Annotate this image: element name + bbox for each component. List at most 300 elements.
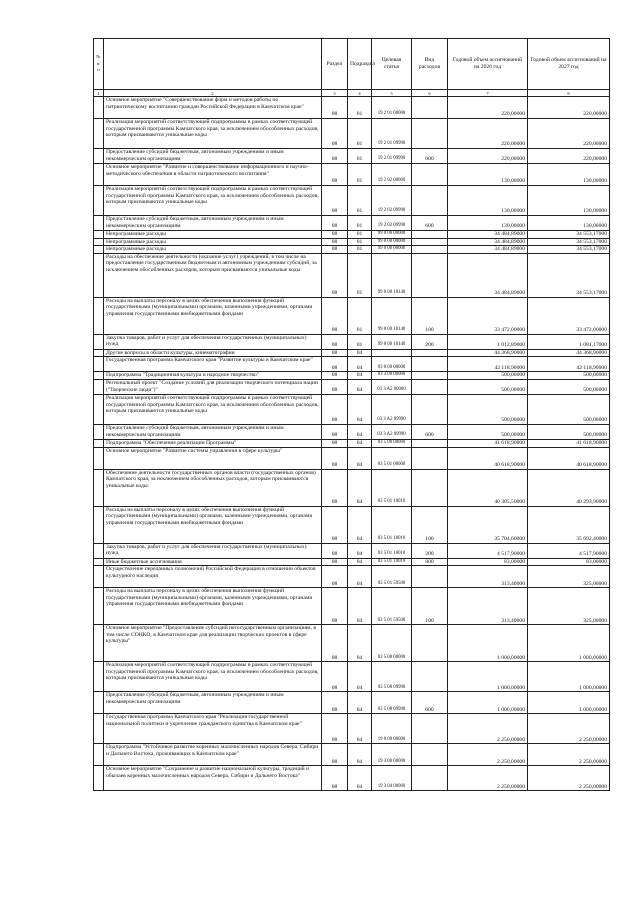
cell-num (94, 714, 104, 744)
cell-2026: 500,00000 (448, 379, 528, 394)
table-row (94, 558, 610, 566)
cell-razdel: 08 (322, 164, 348, 186)
cell-podrazdel: 04 (348, 625, 372, 662)
cell-2026: 44 368,90000 (448, 349, 528, 357)
table-row (94, 766, 610, 791)
cell-razdel: 08 (322, 506, 348, 543)
cell-num (94, 379, 104, 394)
cell-target: 03 5 08 00000 (372, 625, 412, 662)
cell-target: 03 5 01 00000 (372, 447, 412, 469)
cell-vid (412, 164, 448, 186)
cell-target: 99 0 00 00000 (372, 231, 412, 239)
cell-2026: 34 484,89000 (448, 238, 528, 246)
table-row (94, 149, 610, 164)
cell-vid (412, 379, 448, 394)
cell-num (94, 469, 104, 506)
cell-target: 03 0 00 00000 (372, 357, 412, 372)
cell-2027: 130,00000 (528, 186, 610, 216)
cell-razdel: 08 (322, 253, 348, 297)
cell-name: Предоставление субсидий бюджетным, автономным учреждениям и иным некоммерческим организациям (104, 216, 322, 231)
cell-num (94, 372, 104, 380)
cell-podrazdel: 01 (348, 97, 372, 119)
cell-2026: 1 000,00000 (448, 625, 528, 662)
cell-podrazdel: 01 (348, 186, 372, 216)
cell-name: Предоставление субсидий бюджетным, автономным учреждениям и иным некоммерческим организациям (104, 424, 322, 439)
cell-target: 19 2 02 00000 (372, 164, 412, 186)
cell-num (94, 394, 104, 424)
column-number: 8 (528, 90, 610, 97)
table-row (94, 231, 610, 239)
cell-vid (412, 253, 448, 297)
header-num: № п/п (94, 39, 104, 90)
table-row (94, 119, 610, 149)
cell-podrazdel: 04 (348, 424, 372, 439)
cell-2026: 34 484,89000 (448, 231, 528, 239)
cell-name: Предоставление субсидий бюджетным, автономным учреждениям и иным некоммерческим организациям (104, 692, 322, 714)
cell-razdel: 08 (322, 566, 348, 588)
cell-name: Основное мероприятие "Предоставление субсидий негосударственным организациям, в том числе СОНКО, в Камчатском крае для реализации творческих проектов в сфере культуры" (104, 625, 322, 662)
cell-podrazdel: 01 (348, 297, 372, 334)
cell-razdel: 08 (322, 231, 348, 239)
cell-2027: 4 517,90000 (528, 543, 610, 558)
cell-name: Подпрограмма "Устойчивое развитие коренных малочисленных народов Севера, Сибири и Дальнего Востока, проживающих в Камчатском крае" (104, 744, 322, 766)
cell-name: Основное мероприятие "Сохранение и развитие национальной культуры, традиций и обычаев коренных малочисленных народов Севера, Сибири и Дальнего Востока" (104, 766, 322, 791)
cell-name: Осуществление переданных полномочий Российской Федерации в отношении объектов культурного наследия (104, 566, 322, 588)
cell-num (94, 744, 104, 766)
cell-razdel: 08 (322, 297, 348, 334)
cell-target: 03 5 01 10010 (372, 469, 412, 506)
cell-podrazdel: 01 (348, 216, 372, 231)
cell-name: Непрограммные расходы (104, 238, 322, 246)
cell-razdel: 08 (322, 394, 348, 424)
cell-2027: 40 618,90000 (528, 447, 610, 469)
cell-2027: 325,00000 (528, 566, 610, 588)
header-2026: Годовой объем ассигнований на 2026 год (448, 39, 528, 90)
cell-podrazdel: 04 (348, 543, 372, 558)
cell-2026: 41 618,90000 (448, 439, 528, 447)
cell-podrazdel: 04 (348, 379, 372, 394)
table-row (94, 662, 610, 692)
cell-2027: 34 553,17000 (528, 253, 610, 297)
cell-podrazdel: 01 (348, 119, 372, 149)
cell-name: Реализация мероприятий соответствующей подпрограммы в рамках соответствующей государственной программы Камчатского края, за исключением обособленных расходов, которым присваиваются уникальные коды (104, 119, 322, 149)
cell-2026: 313,40000 (448, 588, 528, 625)
cell-2027: 1 000,00000 (528, 692, 610, 714)
cell-num (94, 543, 104, 558)
column-number: 6 (412, 90, 448, 97)
cell-name: Государственная программа Камчатского края "Развитие культуры в Камчатском крае" (104, 357, 322, 372)
table-row (94, 379, 610, 394)
cell-podrazdel: 04 (348, 662, 372, 692)
cell-target (372, 349, 412, 357)
cell-podrazdel: 04 (348, 558, 372, 566)
cell-razdel: 08 (322, 558, 348, 566)
header-name (104, 39, 322, 90)
cell-2026: 34 484,89000 (448, 246, 528, 254)
cell-2027: 130,00000 (528, 216, 610, 231)
cell-num (94, 588, 104, 625)
cell-podrazdel: 04 (348, 506, 372, 543)
cell-2027: 500,00000 (528, 372, 610, 380)
cell-name: Расходы на выплаты персоналу в целях обеспечения выполнения функций государственными (муниципальными) органами, казенными учреждениями, органами управления государственными внебюджетными фондами (104, 588, 322, 625)
cell-target: 19 2 01 09990 (372, 119, 412, 149)
cell-target: 03 3 A2 09990 (372, 394, 412, 424)
cell-razdel: 08 (322, 149, 348, 164)
cell-podrazdel: 04 (348, 566, 372, 588)
cell-target: 03 3 A2 09990 (372, 424, 412, 439)
cell-target: 19 2 01 00000 (372, 97, 412, 119)
header-target: Целевая статья (372, 39, 412, 90)
cell-target: 19 2 02 09990 (372, 216, 412, 231)
table-row (94, 424, 610, 439)
cell-vid: 200 (412, 334, 448, 349)
table-row (94, 164, 610, 186)
cell-num (94, 297, 104, 334)
cell-name: Государственная программа Камчатского края "Реализация государственной национальной политики и укрепление гражданского единства в Камчатском крае" (104, 714, 322, 744)
cell-razdel: 08 (322, 97, 348, 119)
cell-num (94, 186, 104, 216)
cell-name: Непрограммные расходы (104, 246, 322, 254)
cell-2026: 83,00000 (448, 558, 528, 566)
cell-2026: 4 517,90000 (448, 543, 528, 558)
cell-2026: 40 618,90000 (448, 447, 528, 469)
header-vid: Вид расходов (412, 39, 448, 90)
cell-2027: 40 293,90000 (528, 469, 610, 506)
cell-razdel: 08 (322, 216, 348, 231)
column-number: 5 (372, 90, 412, 97)
cell-target: 03 3 00 00000 (372, 372, 412, 380)
column-number-row (94, 90, 610, 97)
cell-2026: 33 472,00000 (448, 297, 528, 334)
cell-2027: 83,00000 (528, 558, 610, 566)
cell-2027: 1 000,00000 (528, 662, 610, 692)
cell-2026: 42 118,90000 (448, 357, 528, 372)
cell-target: 19 3 00 00000 (372, 744, 412, 766)
cell-razdel: 08 (322, 439, 348, 447)
cell-num (94, 164, 104, 186)
cell-vid (412, 246, 448, 254)
cell-razdel: 08 (322, 766, 348, 791)
budget-sheet (93, 38, 609, 791)
cell-2026: 220,00000 (448, 149, 528, 164)
cell-target: 19 2 01 09990 (372, 149, 412, 164)
cell-name: Реализация мероприятий соответствующей подпрограммы в рамках соответствующей государственной программы Камчатского края, за исключением обособленных расходов, которым присваиваются уникальные коды (104, 186, 322, 216)
cell-2026: 130,00000 (448, 216, 528, 231)
cell-name: Закупка товаров, работ и услуг для обеспечения государственных (муниципальных) нужд (104, 334, 322, 349)
cell-razdel: 08 (322, 588, 348, 625)
table-row (94, 297, 610, 334)
header-2027: Годовой объем ассигнований на 2027 год (528, 39, 610, 90)
cell-2026: 2 250,00000 (448, 744, 528, 766)
cell-num (94, 692, 104, 714)
cell-2027: 33 472,00000 (528, 297, 610, 334)
cell-podrazdel: 04 (348, 447, 372, 469)
cell-target: 03 5 08 09990 (372, 662, 412, 692)
column-number: 2 (104, 90, 322, 97)
cell-vid: 200 (412, 543, 448, 558)
cell-2026: 130,00000 (448, 186, 528, 216)
cell-name: Основное мероприятие "Развитие системы управления в сфере культуры" (104, 447, 322, 469)
cell-razdel: 08 (322, 334, 348, 349)
table-row (94, 334, 610, 349)
cell-target: 99 0 00 10140 (372, 297, 412, 334)
header-podrazdel: Подраздел (348, 39, 372, 90)
cell-podrazdel: 01 (348, 246, 372, 254)
cell-name: Расходы на выплаты персоналу в целях обеспечения выполнения функций государственными (муниципальными) органами, казенными учреждениями, органами управления государственными внебюджетными фондами (104, 506, 322, 543)
column-number: 4 (348, 90, 372, 97)
cell-razdel: 08 (322, 246, 348, 254)
cell-target: 03 5 01 10010 (372, 506, 412, 543)
table-row (94, 506, 610, 543)
cell-num (94, 253, 104, 297)
table-row (94, 186, 610, 216)
cell-2026: 2 250,00000 (448, 714, 528, 744)
cell-num (94, 149, 104, 164)
cell-vid: 800 (412, 558, 448, 566)
cell-2026: 1 012,89000 (448, 334, 528, 349)
cell-vid (412, 625, 448, 662)
cell-name: Подпрограмма "Традиционная культура и народное творчество" (104, 372, 322, 380)
cell-podrazdel: 01 (348, 149, 372, 164)
table-row (94, 394, 610, 424)
cell-num (94, 506, 104, 543)
table-row (94, 349, 610, 357)
table-row (94, 625, 610, 662)
cell-2026: 130,00000 (448, 164, 528, 186)
table-row (94, 97, 610, 119)
cell-vid (412, 744, 448, 766)
cell-razdel: 08 (322, 744, 348, 766)
cell-podrazdel: 01 (348, 334, 372, 349)
cell-2026: 40 305,50000 (448, 469, 528, 506)
cell-2026: 220,00000 (448, 97, 528, 119)
cell-name: Предоставление субсидий бюджетным, автономным учреждениям и иным некоммерческим организациям (104, 149, 322, 164)
cell-2027: 500,00000 (528, 424, 610, 439)
cell-vid (412, 119, 448, 149)
table-row (94, 439, 610, 447)
cell-2027: 500,00000 (528, 379, 610, 394)
cell-podrazdel: 04 (348, 766, 372, 791)
cell-podrazdel: 01 (348, 231, 372, 239)
cell-2027: 220,00000 (528, 149, 610, 164)
cell-num (94, 216, 104, 231)
cell-vid (412, 97, 448, 119)
cell-target: 19 0 00 00000 (372, 714, 412, 744)
cell-vid: 600 (412, 216, 448, 231)
cell-2026: 220,00000 (448, 119, 528, 149)
cell-2027: 2 250,00000 (528, 744, 610, 766)
cell-target: 03 5 08 09990 (372, 692, 412, 714)
cell-vid (412, 394, 448, 424)
cell-num (94, 566, 104, 588)
cell-podrazdel: 04 (348, 372, 372, 380)
cell-vid (412, 357, 448, 372)
cell-name: Расходы на выплаты персоналу в целях обеспечения выполнения функций государственными (муниципальными) органами, казенными учреждениями, органами управления государственными внебюджетными фондами (104, 297, 322, 334)
cell-vid (412, 238, 448, 246)
cell-num (94, 662, 104, 692)
cell-num (94, 357, 104, 372)
cell-num (94, 334, 104, 349)
cell-target: 99 0 00 10140 (372, 253, 412, 297)
cell-2026: 500,00000 (448, 372, 528, 380)
cell-razdel: 08 (322, 379, 348, 394)
cell-vid: 100 (412, 506, 448, 543)
cell-num (94, 246, 104, 254)
cell-2026: 35 704,60000 (448, 506, 528, 543)
cell-vid (412, 439, 448, 447)
cell-vid: 600 (412, 692, 448, 714)
cell-podrazdel: 04 (348, 714, 372, 744)
cell-num (94, 349, 104, 357)
cell-2027: 220,00000 (528, 119, 610, 149)
cell-name: Другие вопросы в области культуры, кинематографии (104, 349, 322, 357)
cell-razdel: 08 (322, 186, 348, 216)
cell-name: Обеспечение деятельности государственных органов власти (государственных органов) Камчатского края, за исключением обособленных расходов, которым присваиваются уникальные коды. (104, 469, 322, 506)
cell-target: 19 2 02 09990 (372, 186, 412, 216)
cell-vid: 100 (412, 588, 448, 625)
cell-vid (412, 447, 448, 469)
cell-vid: 600 (412, 424, 448, 439)
cell-razdel: 08 (322, 372, 348, 380)
cell-razdel: 08 (322, 543, 348, 558)
cell-podrazdel: 04 (348, 744, 372, 766)
table-row (94, 372, 610, 380)
cell-2026: 1 000,00000 (448, 662, 528, 692)
header-razdel: Раздел (322, 39, 348, 90)
column-number: 1 (94, 90, 104, 97)
cell-razdel: 08 (322, 692, 348, 714)
table-row (94, 238, 610, 246)
table-row (94, 744, 610, 766)
cell-num (94, 439, 104, 447)
cell-2026: 500,00000 (448, 424, 528, 439)
cell-vid (412, 566, 448, 588)
cell-podrazdel: 04 (348, 357, 372, 372)
cell-target: 03 5 01 10010 (372, 558, 412, 566)
cell-num (94, 558, 104, 566)
table-row (94, 714, 610, 744)
cell-2027: 44 368,90000 (528, 349, 610, 357)
cell-vid: 100 (412, 297, 448, 334)
cell-target: 03 5 01 59500 (372, 588, 412, 625)
cell-num (94, 119, 104, 149)
cell-podrazdel: 04 (348, 394, 372, 424)
table-row (94, 543, 610, 558)
table-row (94, 588, 610, 625)
cell-podrazdel: 04 (348, 349, 372, 357)
cell-vid (412, 186, 448, 216)
cell-2027: 2 250,00000 (528, 714, 610, 744)
cell-razdel: 08 (322, 662, 348, 692)
cell-name: Основное мероприятие "Совершенствование форм и методов работы по патриотическому воспитанию граждан Российской Федерации в Камчатском крае" (104, 97, 322, 119)
cell-name: Непрограммные расходы (104, 231, 322, 239)
cell-num (94, 424, 104, 439)
cell-name: Реализация мероприятий соответствующей подпрограммы в рамках соответствующей государственной программы Камчатского края, за исключением обособленных расходов, которым присваиваются уникальные коды (104, 662, 322, 692)
cell-name: Основное мероприятие "Развитие и совершенствование информационного и научно-методического обеспечения в области патриотического воспитания" (104, 164, 322, 186)
cell-2026: 34 484,89000 (448, 253, 528, 297)
cell-num (94, 625, 104, 662)
cell-2027: 35 692,40000 (528, 506, 610, 543)
header-row (94, 39, 610, 90)
cell-vid (412, 372, 448, 380)
table-body (94, 97, 610, 791)
table-row (94, 253, 610, 297)
cell-razdel: 08 (322, 447, 348, 469)
cell-razdel: 08 (322, 238, 348, 246)
cell-razdel: 08 (322, 424, 348, 439)
cell-2027: 130,00000 (528, 164, 610, 186)
table-row (94, 246, 610, 254)
cell-2027: 1 000,00000 (528, 625, 610, 662)
cell-2026: 1 000,00000 (448, 692, 528, 714)
cell-2027: 42 118,90000 (528, 357, 610, 372)
table-row (94, 357, 610, 372)
cell-name: Расходы на обеспечение деятельности (оказание услуг) учреждений, в том числе на предоставление государственным бюджетным и автономным учреждениям субсидий, за исключением обособленных расходов, которым присваиваются уникальные коды (104, 253, 322, 297)
cell-2027: 34 553,17000 (528, 231, 610, 239)
cell-2026: 2 250,00000 (448, 766, 528, 791)
cell-vid (412, 714, 448, 744)
cell-razdel: 08 (322, 349, 348, 357)
cell-podrazdel: 01 (348, 253, 372, 297)
cell-target: 03 5 01 59500 (372, 566, 412, 588)
cell-target: 19 3 04 00000 (372, 766, 412, 791)
cell-target: 99 0 00 10140 (372, 334, 412, 349)
table-row (94, 216, 610, 231)
cell-razdel: 08 (322, 357, 348, 372)
cell-name: Закупка товаров, работ и услуг для обеспечения государственных (муниципальных) нужд (104, 543, 322, 558)
cell-podrazdel: 04 (348, 692, 372, 714)
cell-podrazdel: 01 (348, 238, 372, 246)
cell-name: Реализация мероприятий соответствующей подпрограммы в рамках соответствующей государственной программы Камчатского края, за исключением обособленных расходов, которым присваиваются уникальные коды (104, 394, 322, 424)
cell-podrazdel: 04 (348, 469, 372, 506)
cell-vid (412, 469, 448, 506)
cell-2027: 325,00000 (528, 588, 610, 625)
cell-2027: 34 553,17000 (528, 246, 610, 254)
cell-razdel: 08 (322, 714, 348, 744)
column-number: 3 (322, 90, 348, 97)
cell-vid (412, 662, 448, 692)
cell-num (94, 97, 104, 119)
cell-2026: 313,40000 (448, 566, 528, 588)
cell-podrazdel: 04 (348, 439, 372, 447)
cell-vid (412, 766, 448, 791)
cell-num (94, 238, 104, 246)
cell-2027: 34 553,17000 (528, 238, 610, 246)
cell-target: 99 0 00 00000 (372, 246, 412, 254)
cell-2027: 220,00000 (528, 97, 610, 119)
cell-razdel: 08 (322, 469, 348, 506)
cell-2027: 500,00000 (528, 394, 610, 424)
budget-table (93, 38, 610, 791)
cell-2027: 1 081,17000 (528, 334, 610, 349)
cell-2027: 2 250,00000 (528, 766, 610, 791)
cell-num (94, 447, 104, 469)
cell-vid (412, 231, 448, 239)
table-row (94, 469, 610, 506)
cell-name: Иные бюджетные ассигнования (104, 558, 322, 566)
column-number: 7 (448, 90, 528, 97)
cell-target: 03 5 01 10010 (372, 543, 412, 558)
cell-name: Региональный проект "Создание условий для реализации творческого потенциала нации ("Творческие люди")" (104, 379, 322, 394)
cell-razdel: 08 (322, 119, 348, 149)
cell-target: 03 5 00 00000 (372, 439, 412, 447)
table-row (94, 692, 610, 714)
cell-name: Подпрограмма "Обеспечение реализации Программы" (104, 439, 322, 447)
cell-podrazdel: 04 (348, 588, 372, 625)
cell-num (94, 231, 104, 239)
cell-target: 03 3 A2 00000 (372, 379, 412, 394)
cell-razdel: 08 (322, 625, 348, 662)
